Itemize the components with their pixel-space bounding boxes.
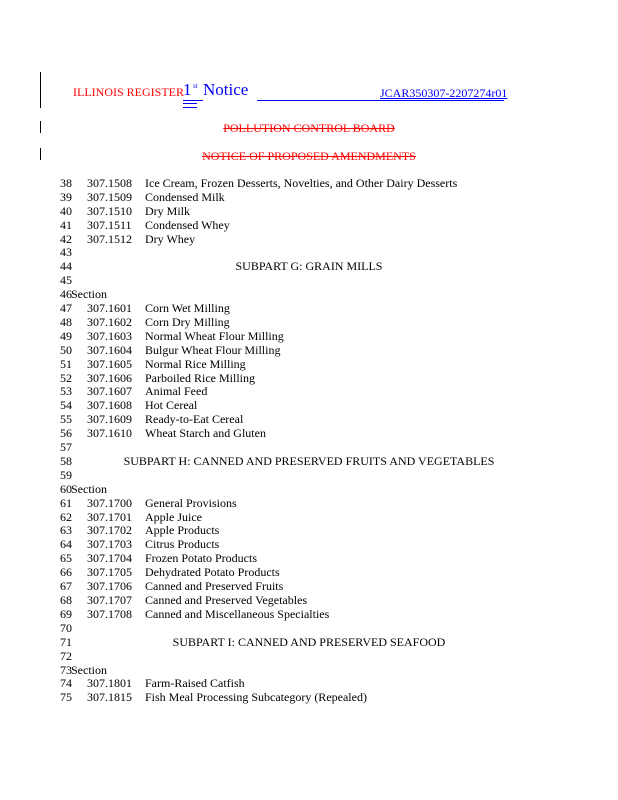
line-number: 41 — [60, 217, 72, 232]
section-title: Hot Cereal — [145, 398, 198, 413]
line-number: 65 — [60, 551, 72, 566]
section-number: 307.1706 — [87, 579, 132, 594]
section-number: 307.1511 — [87, 217, 132, 232]
line-number: 62 — [60, 509, 72, 524]
section-title: Ice Cream, Frozen Desserts, Novelties, and Other Dairy Desserts — [145, 176, 458, 190]
line-number: 51 — [60, 356, 72, 371]
agency-name: POLLUTION CONTROL BOARD — [223, 121, 395, 135]
section-number: 307.1703 — [87, 537, 132, 552]
section-title: Dry Whey — [145, 231, 196, 246]
line-number: 46 — [60, 287, 72, 302]
line-number: 75 — [60, 690, 72, 705]
line-number: 64 — [60, 537, 72, 552]
text-line — [60, 273, 580, 287]
text-line — [60, 315, 580, 329]
line-number: 59 — [60, 467, 72, 482]
text-line — [60, 301, 580, 315]
section-title: Condensed Milk — [145, 189, 225, 204]
text-line — [60, 232, 580, 246]
text-line — [60, 440, 580, 454]
line-number: 47 — [60, 301, 72, 316]
line-number: 57 — [60, 440, 72, 455]
line-number: 44 — [60, 259, 72, 274]
text-line — [60, 537, 580, 551]
section-number: 307.1601 — [87, 301, 132, 316]
section-number: 307.1604 — [87, 342, 132, 357]
section-number: 307.1606 — [87, 370, 132, 385]
section-number: 307.1700 — [87, 495, 132, 510]
section-number: 307.1602 — [87, 315, 132, 330]
text-line — [60, 551, 580, 565]
line-number: 49 — [60, 328, 72, 343]
line-number: 67 — [60, 579, 72, 594]
text-line — [60, 245, 580, 259]
subpart-heading: SUBPART G: GRAIN MILLS — [235, 259, 383, 274]
line-number: 53 — [60, 384, 72, 399]
section-column-label: Section — [71, 662, 107, 677]
line-number: 58 — [60, 453, 72, 468]
text-line — [60, 579, 580, 593]
section-title: Canned and Preserved Vegetables — [145, 592, 308, 607]
header-underline-marks — [183, 98, 203, 108]
subpart-heading-row — [60, 259, 580, 273]
page-number-suffix: st — [193, 82, 198, 90]
section-number: 307.1508 — [87, 176, 132, 190]
line-number: 68 — [60, 592, 72, 607]
line-number: 61 — [60, 495, 72, 510]
section-title: Bulgur Wheat Flour Milling — [145, 342, 281, 357]
text-line — [60, 190, 580, 204]
text-line — [60, 329, 580, 343]
text-line — [60, 468, 580, 482]
line-number: 70 — [60, 620, 72, 635]
section-number: 307.1707 — [87, 592, 132, 607]
section-title: Parboiled Rice Milling — [145, 370, 255, 385]
section-title: Fish Meal Processing Subcategory (Repealed) — [145, 690, 367, 705]
section-title: Canned and Miscellaneous Specialties — [145, 606, 330, 621]
text-line — [60, 676, 580, 690]
text-line — [60, 607, 580, 621]
line-number: 71 — [60, 634, 72, 649]
text-line — [60, 384, 580, 398]
section-title: Condensed Whey — [145, 217, 230, 232]
text-line — [60, 357, 580, 371]
section-title: General Provisions — [145, 495, 237, 510]
section-number: 307.1603 — [87, 328, 132, 343]
section-title: Dehydrated Potato Products — [145, 565, 280, 580]
line-number: 38 — [60, 176, 72, 190]
text-line — [60, 426, 580, 440]
section-title: Canned and Preserved Fruits — [145, 579, 284, 594]
line-number: 66 — [60, 565, 72, 580]
text-line — [60, 496, 580, 510]
section-title: Farm-Raised Catfish — [145, 676, 245, 691]
subpart-heading: SUBPART H: CANNED AND PRESERVED FRUITS AND VEGETABLES — [123, 453, 495, 468]
section-title: Normal Wheat Flour Milling — [145, 328, 284, 343]
line-number: 60 — [60, 481, 72, 496]
section-number: 307.1608 — [87, 398, 132, 413]
section-number: 307.1702 — [87, 523, 132, 538]
text-line — [60, 204, 580, 218]
section-number: 307.1510 — [87, 203, 132, 218]
text-line — [60, 690, 580, 704]
change-bar — [40, 72, 41, 108]
subpart-heading-row — [60, 635, 580, 649]
text-line — [60, 482, 580, 496]
section-title: Corn Wet Milling — [145, 301, 230, 316]
text-line — [60, 343, 580, 357]
section-column-label: Section — [71, 287, 107, 302]
register-title: ILLINOIS REGISTER — [73, 85, 184, 99]
line-number: 69 — [60, 606, 72, 621]
section-number: 307.1605 — [87, 356, 132, 371]
line-number: 52 — [60, 370, 72, 385]
section-title: Apple Juice — [145, 509, 202, 524]
section-column-label: Section — [71, 481, 107, 496]
document-code: JCAR350307-2207274r01 — [380, 86, 508, 100]
text-line — [60, 371, 580, 385]
section-title: Apple Products — [145, 523, 220, 538]
section-number: 307.1708 — [87, 606, 132, 621]
section-number: 307.1609 — [87, 412, 132, 427]
section-title: Corn Dry Milling — [145, 315, 230, 330]
text-line — [60, 565, 580, 579]
line-number: 45 — [60, 273, 72, 288]
line-number: 39 — [60, 189, 72, 204]
text-line — [60, 510, 580, 524]
section-title: Animal Feed — [145, 384, 208, 399]
section-number: 307.1705 — [87, 565, 132, 580]
section-title: Ready-to-Eat Cereal — [145, 412, 244, 427]
section-number: 307.1801 — [87, 676, 132, 691]
text-line — [60, 412, 580, 426]
section-title: Citrus Products — [145, 537, 220, 552]
line-number: 63 — [60, 523, 72, 538]
line-number: 55 — [60, 412, 72, 427]
section-title: Frozen Potato Products — [145, 551, 257, 566]
section-title: Normal Rice Milling — [145, 356, 246, 371]
line-number: 56 — [60, 426, 72, 441]
line-number: 50 — [60, 342, 72, 357]
section-number: 307.1512 — [87, 231, 132, 246]
text-line — [60, 593, 580, 607]
text-line — [60, 287, 580, 301]
line-number: 40 — [60, 203, 72, 218]
line-number: 73 — [60, 662, 72, 677]
section-number: 307.1815 — [87, 690, 132, 705]
section-title: Wheat Starch and Gluten — [145, 426, 266, 441]
notice-type: NOTICE OF PROPOSED AMENDMENTS — [202, 149, 416, 163]
text-line — [60, 398, 580, 412]
notice-label: Notice — [203, 80, 249, 99]
text-line — [60, 621, 580, 635]
section-title: Dry Milk — [145, 203, 190, 218]
section-number: 307.1701 — [87, 509, 132, 524]
text-line — [60, 176, 580, 190]
section-number: 307.1607 — [87, 384, 132, 399]
text-line — [60, 523, 580, 537]
section-number: 307.1704 — [87, 551, 132, 566]
subpart-heading: SUBPART I: CANNED AND PRESERVED SEAFOOD — [172, 634, 446, 649]
line-number: 42 — [60, 231, 72, 246]
page-number: 1 — [183, 80, 192, 99]
rule-text-lines — [60, 176, 580, 704]
line-number: 54 — [60, 398, 72, 413]
text-line — [60, 649, 580, 663]
line-number: 48 — [60, 315, 72, 330]
text-line — [60, 663, 580, 677]
line-number: 72 — [60, 648, 72, 663]
section-number: 307.1610 — [87, 426, 132, 441]
line-number: 43 — [60, 245, 72, 260]
section-number: 307.1509 — [87, 189, 132, 204]
text-line — [60, 218, 580, 232]
subpart-heading-row — [60, 454, 580, 468]
line-number: 74 — [60, 676, 72, 691]
